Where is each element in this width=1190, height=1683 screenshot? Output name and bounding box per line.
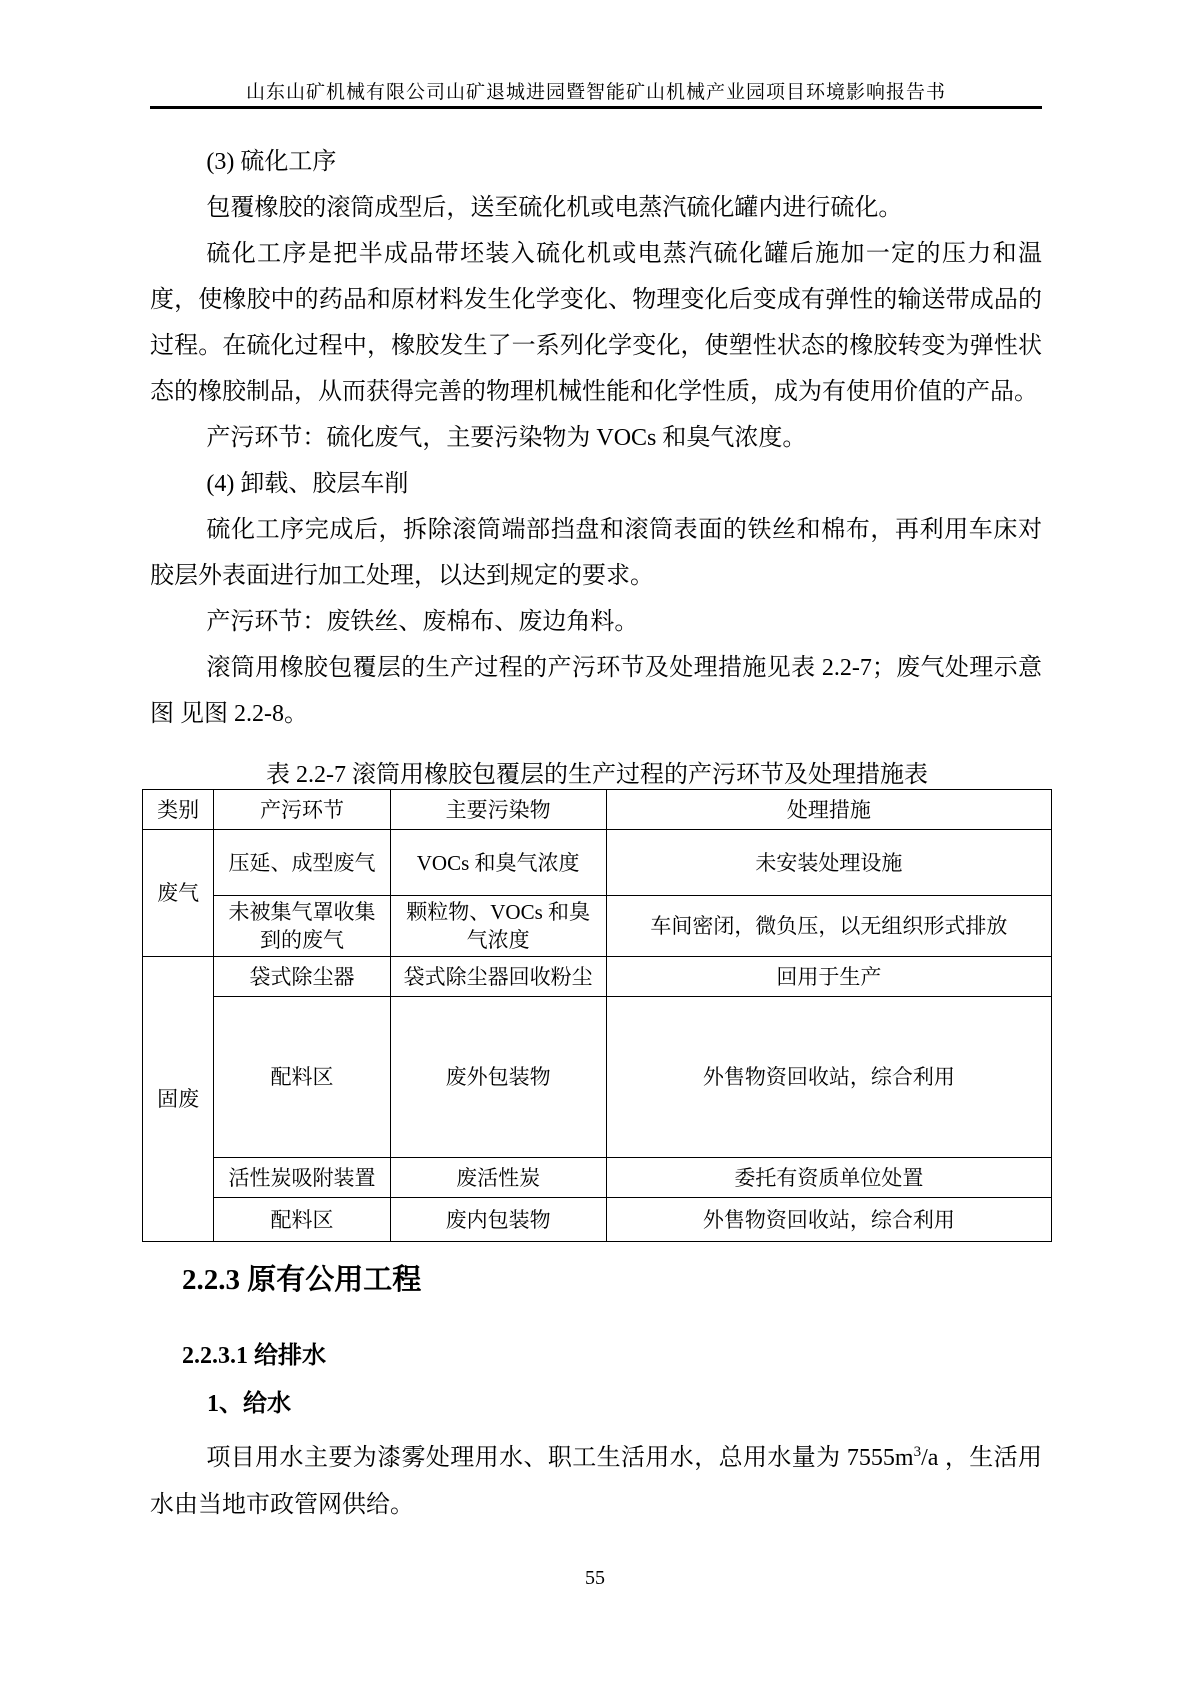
category-solid-waste: 固废: [143, 957, 214, 1242]
running-header-title: 山东山矿机械有限公司山矿退城进园暨智能矿山机械产业园项目环境影响报告书: [245, 82, 946, 103]
water-text-start: 项目用水主要为漆雾处理用水、职工生活用水，总用水量为 7555m: [206, 1445, 914, 1471]
para-vulcanize-intro: 包覆橡胶的滚筒成型后，送至硫化机或电蒸汽硫化罐内进行硫化。: [206, 195, 903, 221]
para-pollution-node-2: 产污环节：废铁丝、废棉布、废边角料。: [206, 609, 639, 635]
cell-measure: 回用于生产: [606, 957, 1051, 997]
heading-2-2-3: 2.2.3 原有公用工程: [182, 1264, 422, 1296]
header-category: 类别: [143, 790, 214, 830]
para-pollution-node-1: 产污环节：硫化废气，主要污染物为 VOCs 和臭气浓度。: [206, 425, 807, 451]
table-row: [143, 896, 1052, 957]
water-superscript: 3: [913, 1444, 922, 1460]
page-number: 55: [585, 1567, 605, 1589]
cell-pollutant: VOCs 和臭气浓度: [390, 830, 606, 896]
heading-2-2-3-1: 2.2.3.1 给排水: [182, 1343, 326, 1369]
para-water-supply: [150, 1435, 1042, 1529]
table-header-row: [143, 790, 1052, 830]
para-unload-detail: 硫化工序完成后，拆除滚筒端部挡盘和滚筒表面的铁丝和棉布，再利用车床对胶层外表面进行加工处理，以达到规定的要求。: [150, 517, 1042, 589]
category-waste-gas: 废气: [143, 830, 214, 957]
para-step4-heading: (4) 卸载、胶层车削: [206, 471, 409, 497]
para-table-reference: 滚筒用橡胶包覆层的生产过程的产污环节及处理措施见表 2.2-7；废气处理示意图 见图 2.2-8。: [150, 655, 1042, 727]
header-measure: 处理措施: [606, 790, 1051, 830]
cell-source: 配料区: [214, 1198, 390, 1242]
cell-pollutant: 废外包装物: [390, 997, 606, 1158]
cell-source: 袋式除尘器: [214, 957, 390, 997]
para-step3-heading: (3) 硫化工序: [206, 149, 337, 175]
cell-measure: 车间密闭，微负压，以无组织形式排放: [606, 896, 1051, 957]
table-row: [143, 997, 1052, 1158]
para-vulcanize-detail: 硫化工序是把半成品带坯装入硫化机或电蒸汽硫化罐后施加一定的压力和温度，使橡胶中的药品和原材料发生化学变化、物理变化后变成有弹性的输送带成品的过程。在硫化过程中，橡胶发生了一系列化学变化，使塑性状态的橡胶转变为弹性状态的橡胶制品，从而获得完善的物理机械性能和化学性质，成为有使用价值的产品。: [150, 241, 1042, 405]
pollution-measures-table: [142, 789, 1052, 1242]
table-title: 表 2.2-7 滚筒用橡胶包覆层的生产过程的产污环节及处理措施表: [266, 762, 928, 788]
cell-measure: 未安装处理设施: [606, 830, 1051, 896]
table-row: [143, 1158, 1052, 1198]
header-rule: [150, 106, 1042, 109]
table-row: [143, 830, 1052, 896]
water-text-end: /a ，生活用水由当地市政管网供给。: [150, 1445, 1042, 1518]
cell-source: 压延、成型废气: [214, 830, 390, 896]
cell-measure: 外售物资回收站，综合利用: [606, 997, 1051, 1158]
cell-pollutant: 袋式除尘器回收粉尘: [390, 957, 606, 997]
table-row: [143, 1198, 1052, 1242]
heading-water-supply: 1、给水: [207, 1391, 291, 1417]
cell-measure: 外售物资回收站，综合利用: [606, 1198, 1051, 1242]
header-pollutant: 主要污染物: [390, 790, 606, 830]
cell-pollutant: 废活性炭: [390, 1158, 606, 1198]
body-text: [150, 139, 1042, 737]
cell-pollutant: 颗粒物、VOCs 和臭气浓度: [390, 896, 606, 957]
section-2-2-3: [150, 1258, 1042, 1529]
cell-source: 活性炭吸附装置: [214, 1158, 390, 1198]
cell-source: 配料区: [214, 997, 390, 1158]
header-source: 产污环节: [214, 790, 390, 830]
cell-pollutant: 废内包装物: [390, 1198, 606, 1242]
cell-source: 未被集气罩收集到的废气: [214, 896, 390, 957]
table-row: [143, 957, 1052, 997]
cell-measure: 委托有资质单位处置: [606, 1158, 1051, 1198]
pollution-table-section: [142, 762, 1052, 1242]
